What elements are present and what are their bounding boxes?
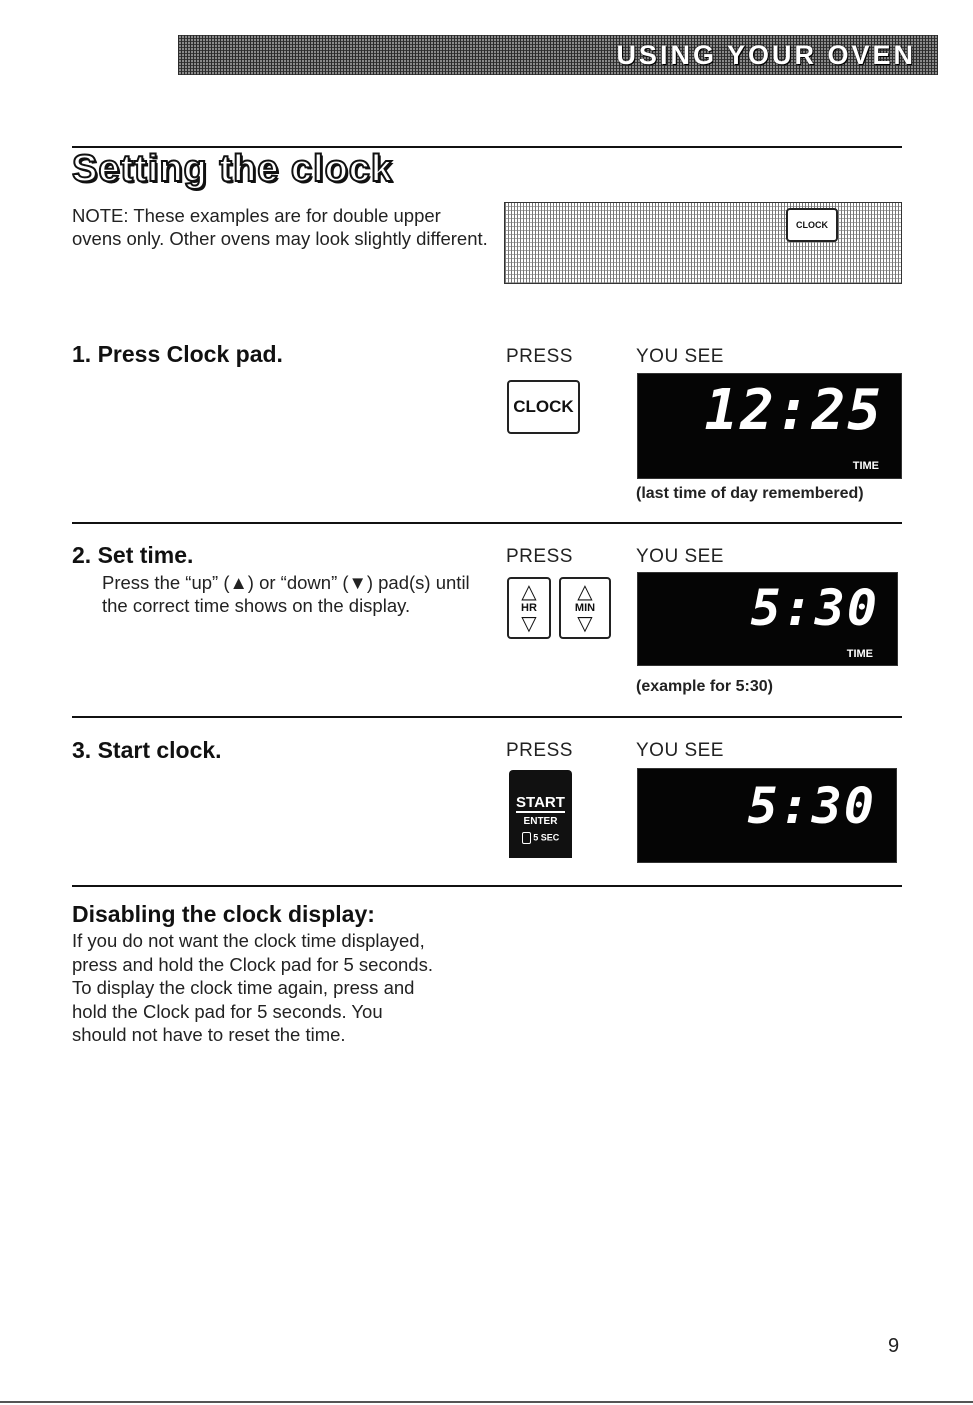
note-label: NOTE: [72, 205, 129, 226]
step-3-press-label: PRESS [506, 740, 573, 761]
step-1-display [637, 373, 902, 479]
step-1-title: 1. Press Clock pad. [72, 341, 283, 367]
step-3-title: 3. Start clock. [72, 737, 222, 763]
note-paragraph [72, 204, 492, 250]
hr-pad-label: HR [521, 602, 537, 614]
hr-up-arrow-icon: △ [521, 581, 537, 603]
step-3-display-digits: 5:30 [747, 777, 876, 835]
step-2-display [637, 572, 898, 666]
disabling-line: If you do not want the clock time displayed, [72, 930, 425, 951]
start-pad-label: START [516, 794, 565, 811]
disabling-line: should not have to reset the time. [72, 1024, 346, 1045]
five-sec-text: 5 SEC [533, 832, 560, 843]
hr-down-arrow-icon: ▽ [521, 613, 537, 635]
disabling-title: Disabling the clock display: [72, 901, 375, 927]
step-2-display-digits: 5:30 [750, 579, 879, 637]
step-2-press-label: PRESS [506, 546, 573, 567]
disabling-line: press and hold the Clock pad for 5 seconds. [72, 953, 433, 975]
disabling-body [72, 929, 482, 1047]
step-1-you-see-label: YOU SEE [636, 346, 724, 367]
min-pad[interactable] [559, 577, 611, 639]
step-2-you-see-label: YOU SEE [636, 546, 724, 567]
section-title: Setting the clock [72, 148, 394, 190]
step-1-display-digits: 12:25 [704, 378, 883, 443]
disabling-line: To display the clock time again, press and [72, 977, 415, 998]
page-bottom-edge [0, 1401, 973, 1403]
min-pad-label: MIN [574, 602, 596, 614]
hr-pad[interactable] [507, 577, 551, 639]
five-sec-label [509, 832, 572, 844]
disabling-line: hold the Clock pad for 5 seconds. You [72, 1000, 383, 1022]
page-number: 9 [888, 1335, 900, 1357]
header-title: USING YOUR OVEN [616, 39, 916, 70]
lock-icon [522, 832, 531, 844]
step-2-time-tag: TIME [846, 648, 873, 660]
step-1-caption: (last time of day remembered) [636, 485, 864, 502]
start-pad[interactable] [509, 770, 572, 858]
enter-label: ENTER [523, 816, 558, 827]
note-text: These examples are for double upper ovens only. Other ovens may look slightly different. [72, 205, 488, 249]
step-2-description: Press the “up” (▲) or “down” (▼) pad(s) until the correct time shows on the display. [102, 572, 470, 616]
step-3-display [637, 768, 897, 863]
header-band [178, 35, 938, 75]
panel-clock-pad: CLOCK [786, 208, 838, 242]
control-panel-illustration [504, 202, 902, 284]
min-up-arrow-icon: △ [577, 581, 593, 603]
step-1-press-label: PRESS [506, 346, 573, 367]
clock-pad[interactable]: CLOCK [507, 380, 580, 434]
min-down-arrow-icon: ▽ [577, 613, 593, 635]
step-1-rule [72, 522, 902, 524]
step-3-you-see-label: YOU SEE [636, 740, 724, 761]
step-2-title: 2. Set time. [72, 542, 194, 568]
step-1-time-tag: TIME [852, 460, 879, 472]
step-2-rule [72, 716, 902, 718]
step-2-caption: (example for 5:30) [636, 678, 773, 695]
step-3-rule [72, 885, 902, 887]
